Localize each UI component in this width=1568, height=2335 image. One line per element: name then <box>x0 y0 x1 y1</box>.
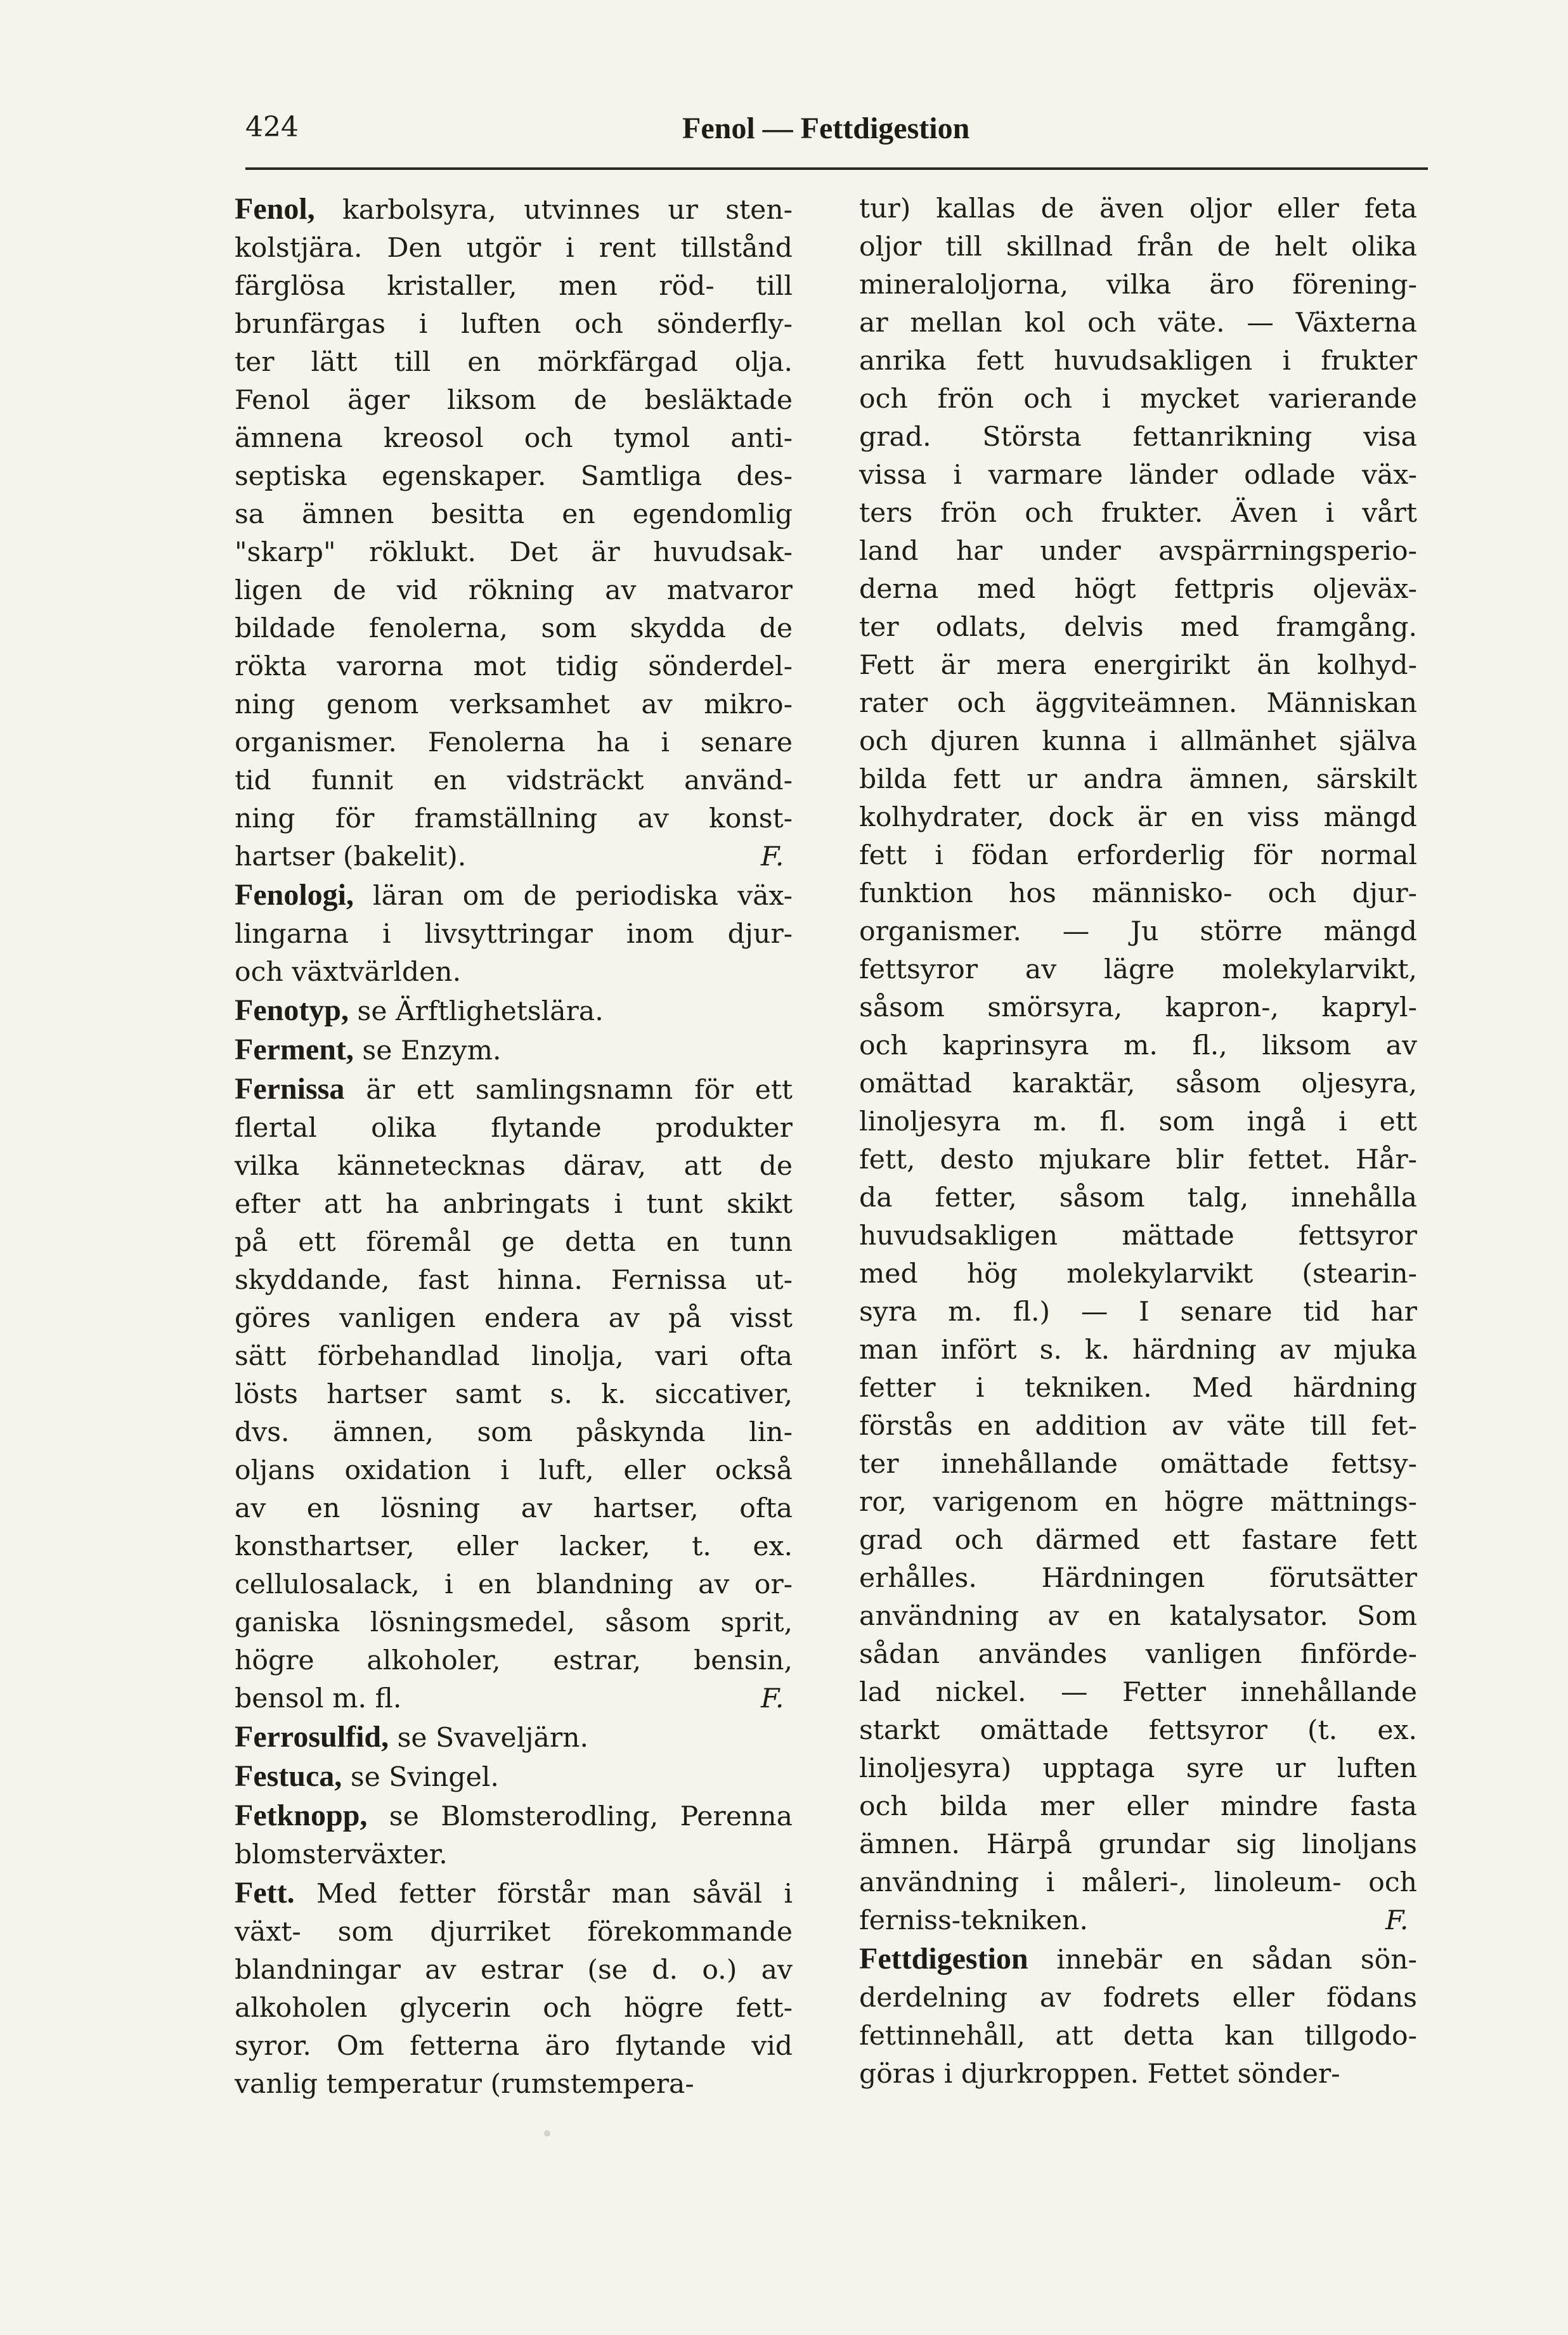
entry-text: grad och därmed ett fastare fett <box>859 1525 1417 1556</box>
entry-text: syror. Om fetterna äro flytande vid <box>235 2031 793 2062</box>
entry-text: sätt förbehandlad linolja, vari ofta <box>235 1341 793 1372</box>
entry-line <box>859 913 1417 951</box>
entry-line <box>859 1674 1417 1712</box>
entry-text: bildade fenolerna, som skydda de <box>235 613 793 644</box>
entry-text: färglösa kristaller, men röd- till <box>235 271 793 302</box>
entry-line <box>235 762 793 800</box>
entry-line <box>235 1338 793 1376</box>
entry-text: läran om de periodiska väx- <box>372 881 793 912</box>
entry-line <box>235 1186 793 1224</box>
running-head: Fenol — Fettdigestion <box>682 112 970 145</box>
entry-headword: Fett. <box>235 1876 295 1910</box>
dictionary-entry <box>235 190 793 876</box>
dictionary-entry <box>235 876 793 992</box>
entry-text: ligen de vid rökning av matvaror <box>235 575 793 606</box>
entry-line <box>859 1522 1417 1560</box>
entry-text: lösts hartser samt s. k. siccativer, <box>235 1379 793 1410</box>
header-rule <box>245 167 1428 170</box>
dictionary-entry <box>235 1757 793 1797</box>
entry-line <box>235 1528 793 1566</box>
entry-text: ning genom verksamhet av mikro- <box>235 689 793 720</box>
entry-line <box>235 420 793 458</box>
entry-line <box>235 268 793 306</box>
entry-headword: Fernissa <box>235 1072 345 1106</box>
entry-line <box>235 1989 793 2028</box>
entry-text: vissa i varmare länder odlade väx- <box>859 460 1417 491</box>
entry-text: vilka kännetecknas därav, att de <box>235 1151 793 1182</box>
entry-headword: Fenologi, <box>235 878 354 912</box>
entry-line <box>859 609 1417 647</box>
entry-line <box>235 610 793 648</box>
entry-text: Fett är mera energirikt än kolhyd- <box>859 650 1417 681</box>
entry-line <box>859 1103 1417 1141</box>
entry-text: högre alkoholer, estrar, bensin, <box>235 1645 793 1676</box>
entry-line <box>235 306 793 344</box>
entry-text: oljans oxidation i luft, eller också <box>235 1455 793 1486</box>
entry-line <box>235 1109 793 1148</box>
entry-text: ter innehållande omättade fettsy- <box>859 1449 1417 1480</box>
entry-line <box>859 495 1417 533</box>
entry-line <box>235 1452 793 1490</box>
entry-text: erhålles. Härdningen förutsätter <box>859 1563 1417 1594</box>
entry-text: bensol m. fl. <box>235 1683 402 1714</box>
entry-text: da fetter, såsom talg, innehålla <box>859 1182 1417 1213</box>
entry-line <box>859 304 1417 342</box>
entry-line <box>235 915 793 954</box>
entry-text: sådan användes vanligen finförde- <box>859 1639 1417 1670</box>
entry-text: ning för framställning av konst- <box>235 803 793 834</box>
entry-line <box>235 1300 793 1338</box>
entry-text: fettinnehåll, att detta kan tillgodo- <box>859 2021 1417 2052</box>
entry-text: och bilda mer eller mindre fasta <box>859 1791 1417 1822</box>
entry-line <box>235 1490 793 1528</box>
dictionary-entry <box>235 1797 793 1874</box>
entry-line <box>235 1376 793 1414</box>
entry-line <box>859 1179 1417 1217</box>
entry-text: brunfärgas i luften och sönderfly- <box>235 309 793 340</box>
entry-text: organismer. — Ju större mängd <box>859 916 1417 947</box>
entry-line <box>859 418 1417 456</box>
entry-line <box>235 1913 793 1951</box>
entry-text: konsthartser, eller lacker, t. ex. <box>235 1531 793 1562</box>
dictionary-entry <box>235 1070 793 1718</box>
entry-text: funktion hos människo- och djur- <box>859 878 1417 909</box>
entry-text: fettsyror av lägre molekylarvikt, <box>859 954 1417 985</box>
dictionary-entry <box>235 1874 793 2104</box>
entry-headword: Ferrosulfid, <box>235 1720 389 1754</box>
entry-line <box>859 1598 1417 1636</box>
entry-line <box>859 875 1417 913</box>
entry-text: huvudsakligen mättade fettsyror <box>859 1220 1417 1252</box>
entry-line <box>859 1407 1417 1446</box>
entry-line <box>859 228 1417 266</box>
entry-line <box>859 951 1417 989</box>
entry-headword: Fetknopp, <box>235 1799 368 1832</box>
entry-text: skyddande, fast hinna. Fernissa ut- <box>235 1265 793 1296</box>
entry-line <box>859 380 1417 418</box>
entry-line <box>859 456 1417 495</box>
entry-line <box>235 648 793 686</box>
entry-line <box>235 1224 793 1262</box>
entry-text: såsom smörsyra, kapron-, kapryl- <box>859 992 1417 1023</box>
entry-text: cellulosalack, i en blandning av or- <box>235 1569 793 1600</box>
entry-text: se Ärftlighetslära. <box>357 996 604 1027</box>
entry-line <box>235 534 793 572</box>
page-number: 424 <box>245 111 299 143</box>
entry-line <box>859 1560 1417 1598</box>
entry-line <box>859 190 1417 228</box>
entry-line: bensol m. fl. F. <box>235 1683 784 1714</box>
entry-line <box>859 1446 1417 1484</box>
entry-line <box>859 837 1417 875</box>
entry-text: blomsterväxter. <box>235 1839 448 1870</box>
entry-line <box>859 989 1417 1027</box>
entry-text: derna med högt fettpris oljeväx- <box>859 574 1417 605</box>
entry-line <box>235 190 793 230</box>
entry-line <box>235 496 793 534</box>
entry-line <box>859 723 1417 761</box>
entry-text: göras i djurkroppen. Fettet sönder- <box>859 2059 1340 2090</box>
entry-text: är ett samlingsnamn för ett <box>366 1075 793 1106</box>
entry-line <box>859 266 1417 304</box>
entry-text: flertal olika flytande produkter <box>235 1113 793 1144</box>
entry-text: Med fetter förstår man såväl i <box>316 1879 793 1910</box>
entry-line <box>235 800 793 838</box>
entry-text: rater och äggviteämnen. Människan <box>859 688 1417 719</box>
right-column <box>859 190 1417 2093</box>
entry-line <box>235 1604 793 1642</box>
entry-headword: Ferment, <box>235 1033 354 1066</box>
entry-line <box>235 1951 793 1989</box>
entry-line <box>859 342 1417 380</box>
entry-line <box>235 1262 793 1300</box>
entry-text: efter att ha anbringats i tunt skikt <box>235 1189 793 1220</box>
entry-text: fett, desto mjukare blir fettet. Hår- <box>859 1144 1417 1175</box>
entry-line <box>859 1217 1417 1255</box>
entry-line <box>859 533 1417 571</box>
entry-text: septiska egenskaper. Samtliga des- <box>235 461 793 492</box>
dictionary-entry <box>235 1031 793 1070</box>
entry-headword: Fenol, <box>235 192 315 226</box>
entry-line <box>859 647 1417 685</box>
entry-text: bilda fett ur andra ämnen, särskilt <box>859 764 1417 795</box>
entry-line <box>235 724 793 762</box>
entry-text: kolhydrater, dock är en viss mängd <box>859 802 1417 833</box>
entry-text: mineraloljorna, vilka äro förening- <box>859 269 1417 301</box>
entry-text: ganiska lösningsmedel, såsom sprit, <box>235 1607 793 1638</box>
entry-text: land har under avspärrningsperio- <box>859 536 1417 567</box>
entry-headword: Festuca, <box>235 1759 342 1793</box>
entry-text: sa ämnen besitta en egendomlig <box>235 499 793 530</box>
entry-text: göres vanligen endera av på visst <box>235 1303 793 1334</box>
entry-line <box>235 2028 793 2066</box>
entry-line <box>235 1874 793 1913</box>
entry-text: anrika fett huvudsakligen i frukter <box>859 346 1417 377</box>
entry-text: man infört s. k. härdning av mjuka <box>859 1335 1417 1366</box>
entry-text: av en lösning av hartser, ofta <box>235 1493 793 1524</box>
entry-text: oljor till skillnad från de helt olika <box>859 231 1417 262</box>
entry-line <box>235 572 793 610</box>
entry-line <box>235 954 793 992</box>
dictionary-entry <box>859 190 1417 1940</box>
entry-line <box>859 799 1417 837</box>
entry-line <box>859 1826 1417 1864</box>
entry-line <box>859 1940 1417 1979</box>
entry-text: rökta varorna mot tidig sönderdel- <box>235 651 793 682</box>
entry-text: "skarp" röklukt. Det är huvudsak- <box>235 537 793 568</box>
entry-text: alkoholen glycerin och högre fett- <box>235 1993 793 2024</box>
entry-text: se Enzym. <box>362 1035 502 1066</box>
entry-text: ter odlats, delvis med framgång. <box>859 612 1417 643</box>
entry-text: se Blomsterodling, Perenna <box>389 1801 793 1832</box>
entry-text: kolstjära. Den utgör i rent tillstånd <box>235 233 793 264</box>
entry-text: grad. Största fettanrikning visa <box>859 422 1417 453</box>
entry-text: organismer. Fenolerna ha i senare <box>235 727 793 758</box>
entry-text: omättad karaktär, såsom oljesyra, <box>859 1068 1417 1099</box>
entry-line <box>859 2055 1417 2093</box>
entry-line: hartser (bakelit). F. <box>235 841 784 872</box>
entry-line <box>859 685 1417 723</box>
entry-line <box>859 2017 1417 2055</box>
entry-text: ämnen. Härpå grundar sig linoljans <box>859 1829 1417 1860</box>
entry-text: se Svingel. <box>350 1762 499 1793</box>
entry-text: växt- som djurriket förekommande <box>235 1917 793 1948</box>
entry-text: ämnena kreosol och tymol anti- <box>235 423 793 454</box>
entry-text: och frön och i mycket varierande <box>859 384 1417 415</box>
entry-text: lingarna i livsyttringar inom djur- <box>235 919 793 950</box>
entry-text: lad nickel. — Fetter innehållande <box>859 1677 1417 1708</box>
entry-text: och växtvärlden. <box>235 957 462 988</box>
entry-line <box>235 1718 793 1757</box>
entry-line <box>859 571 1417 609</box>
entry-text: linoljesyra) upptaga syre ur luften <box>859 1753 1417 1784</box>
dictionary-entry <box>859 1940 1417 2093</box>
entry-text: ter lätt till en mörkfärgad olja. <box>235 347 793 378</box>
entry-line <box>235 382 793 420</box>
entry-text: fetter i tekniken. Med härdning <box>859 1373 1417 1404</box>
dictionary-entry <box>235 992 793 1031</box>
entry-line <box>859 1864 1417 1902</box>
entry-text: användning i måleri-, linoleum- och <box>859 1867 1417 1898</box>
page-header <box>245 105 1428 149</box>
paper-speck <box>544 2130 550 2137</box>
entry-text: tid funnit en vidsträckt använd- <box>235 765 793 796</box>
dictionary-entry <box>235 1718 793 1757</box>
entry-line <box>859 1369 1417 1407</box>
entry-text: med hög molekylarvikt (stearin- <box>859 1258 1417 1290</box>
entry-text: se Svaveljärn. <box>397 1723 589 1754</box>
entry-headword: Fenotyp, <box>235 993 349 1027</box>
entry-text: innebär en sådan sön- <box>1056 1944 1417 1976</box>
entry-line <box>235 686 793 724</box>
entry-line <box>859 1331 1417 1369</box>
entry-line <box>235 876 793 915</box>
entry-line <box>235 992 793 1031</box>
entry-text: starkt omättade fettsyror (t. ex. <box>859 1715 1417 1746</box>
entry-line <box>859 1636 1417 1674</box>
entry-text: derdelning av fodrets eller födans <box>859 1982 1417 2014</box>
entry-line <box>859 1065 1417 1103</box>
entry-text: ferniss-tekniken. <box>859 1905 1088 1936</box>
entry-line <box>859 1293 1417 1331</box>
entry-text: på ett föremål ge detta en tunn <box>235 1227 793 1258</box>
entry-line <box>859 761 1417 799</box>
entry-headword: Fettdigestion <box>859 1942 1028 1976</box>
entry-text: förstås en addition av väte till fet- <box>859 1411 1417 1442</box>
entry-line <box>859 1979 1417 2017</box>
entry-line <box>235 344 793 382</box>
entry-text: och kaprinsyra m. fl., liksom av <box>859 1030 1417 1061</box>
entry-line <box>235 1148 793 1186</box>
entry-text: syra m. fl.) — I senare tid har <box>859 1297 1417 1328</box>
entry-text: blandningar av estrar (se d. o.) av <box>235 1955 793 1986</box>
entry-text: karbolsyra, utvinnes ur sten- <box>342 195 793 226</box>
entry-text: och djuren kunna i allmänhet själva <box>859 726 1417 757</box>
entry-line <box>235 2066 793 2104</box>
entry-text: ters frön och frukter. Även i vårt <box>859 498 1417 529</box>
entry-text: Fenol äger liksom de besläktade <box>235 385 793 416</box>
entry-line <box>235 1566 793 1604</box>
entry-line <box>235 1836 793 1874</box>
entry-text: linoljesyra m. fl. som ingå i ett <box>859 1106 1417 1137</box>
entry-text: ar mellan kol och väte. — Växterna <box>859 307 1417 339</box>
entry-line <box>859 1255 1417 1293</box>
entry-line <box>235 458 793 496</box>
entry-text: tur) kallas de även oljor eller feta <box>859 193 1417 224</box>
entry-line <box>235 1642 793 1680</box>
entry-line <box>235 1797 793 1836</box>
entry-line <box>235 1757 793 1797</box>
entry-line <box>235 230 793 268</box>
entry-line <box>235 1070 793 1109</box>
entry-line <box>235 1031 793 1070</box>
entry-line <box>859 1141 1417 1179</box>
entry-line <box>859 1027 1417 1065</box>
entry-text: ror, varigenom en högre mättnings- <box>859 1487 1417 1518</box>
entry-line <box>859 1712 1417 1750</box>
entry-text: fett i födan erforderlig för normal <box>859 840 1417 871</box>
entry-line: ferniss-tekniken. F. <box>859 1905 1409 1936</box>
left-column <box>235 190 793 2104</box>
entry-line <box>859 1484 1417 1522</box>
entry-line <box>235 1414 793 1452</box>
entry-text: dvs. ämnen, som påskynda lin- <box>235 1417 793 1448</box>
entry-line <box>859 1788 1417 1826</box>
entry-text: användning av en katalysator. Som <box>859 1601 1417 1632</box>
entry-text: hartser (bakelit). <box>235 841 467 872</box>
entry-line <box>859 1750 1417 1788</box>
entry-text: vanlig temperatur (rumstempera- <box>235 2069 694 2100</box>
